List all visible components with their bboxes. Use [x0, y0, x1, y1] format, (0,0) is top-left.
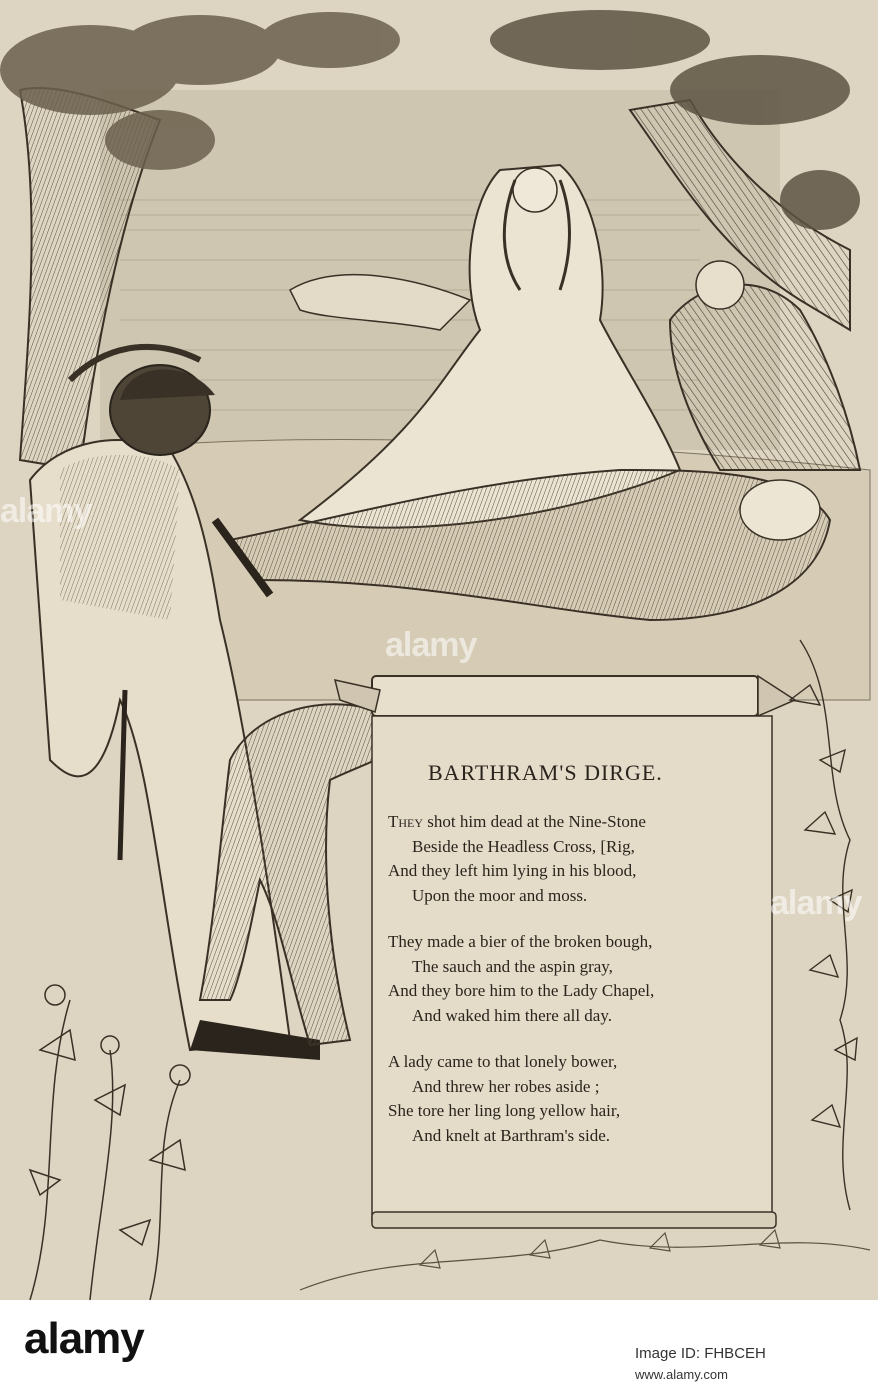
poem-line: And threw her robes aside ;: [412, 1076, 600, 1096]
site-url: www.alamy.com: [635, 1367, 728, 1382]
watermark: alamy: [770, 884, 862, 922]
poem-line: She tore her ling long yellow hair,: [388, 1101, 621, 1120]
poem-title: BARTHRAM'S DIRGE.: [428, 760, 663, 785]
poem-line: They shot him dead at the Nine-Stone: [388, 812, 646, 831]
image-id: Image ID: FHBCEH: [635, 1345, 766, 1362]
poem-line: They made a bier of the broken bough,: [388, 932, 653, 951]
poem-line: And knelt at Barthram's side.: [412, 1125, 611, 1145]
poem: [388, 760, 768, 1170]
poem-line: The sauch and the aspin gray,: [412, 956, 613, 976]
poem-line: Beside the Headless Cross, [Rig,: [412, 836, 635, 856]
stanza-1: [388, 810, 768, 908]
watermark: alamy: [385, 626, 477, 664]
stanza-3: [388, 1050, 768, 1148]
poem-line: And they bore him to the Lady Chapel,: [388, 981, 655, 1000]
poem-line: And waked him there all day.: [412, 1005, 612, 1025]
drop-word: They: [388, 812, 424, 831]
brand-logo: alamy: [24, 1314, 144, 1363]
poem-line: Upon the moor and moss.: [412, 885, 588, 905]
poem-line: A lady came to that lonely bower,: [388, 1052, 618, 1071]
watermark: alamy: [0, 492, 92, 530]
poem-line: And they left him lying in his blood,: [388, 861, 637, 880]
stanza-2: [388, 930, 768, 1028]
